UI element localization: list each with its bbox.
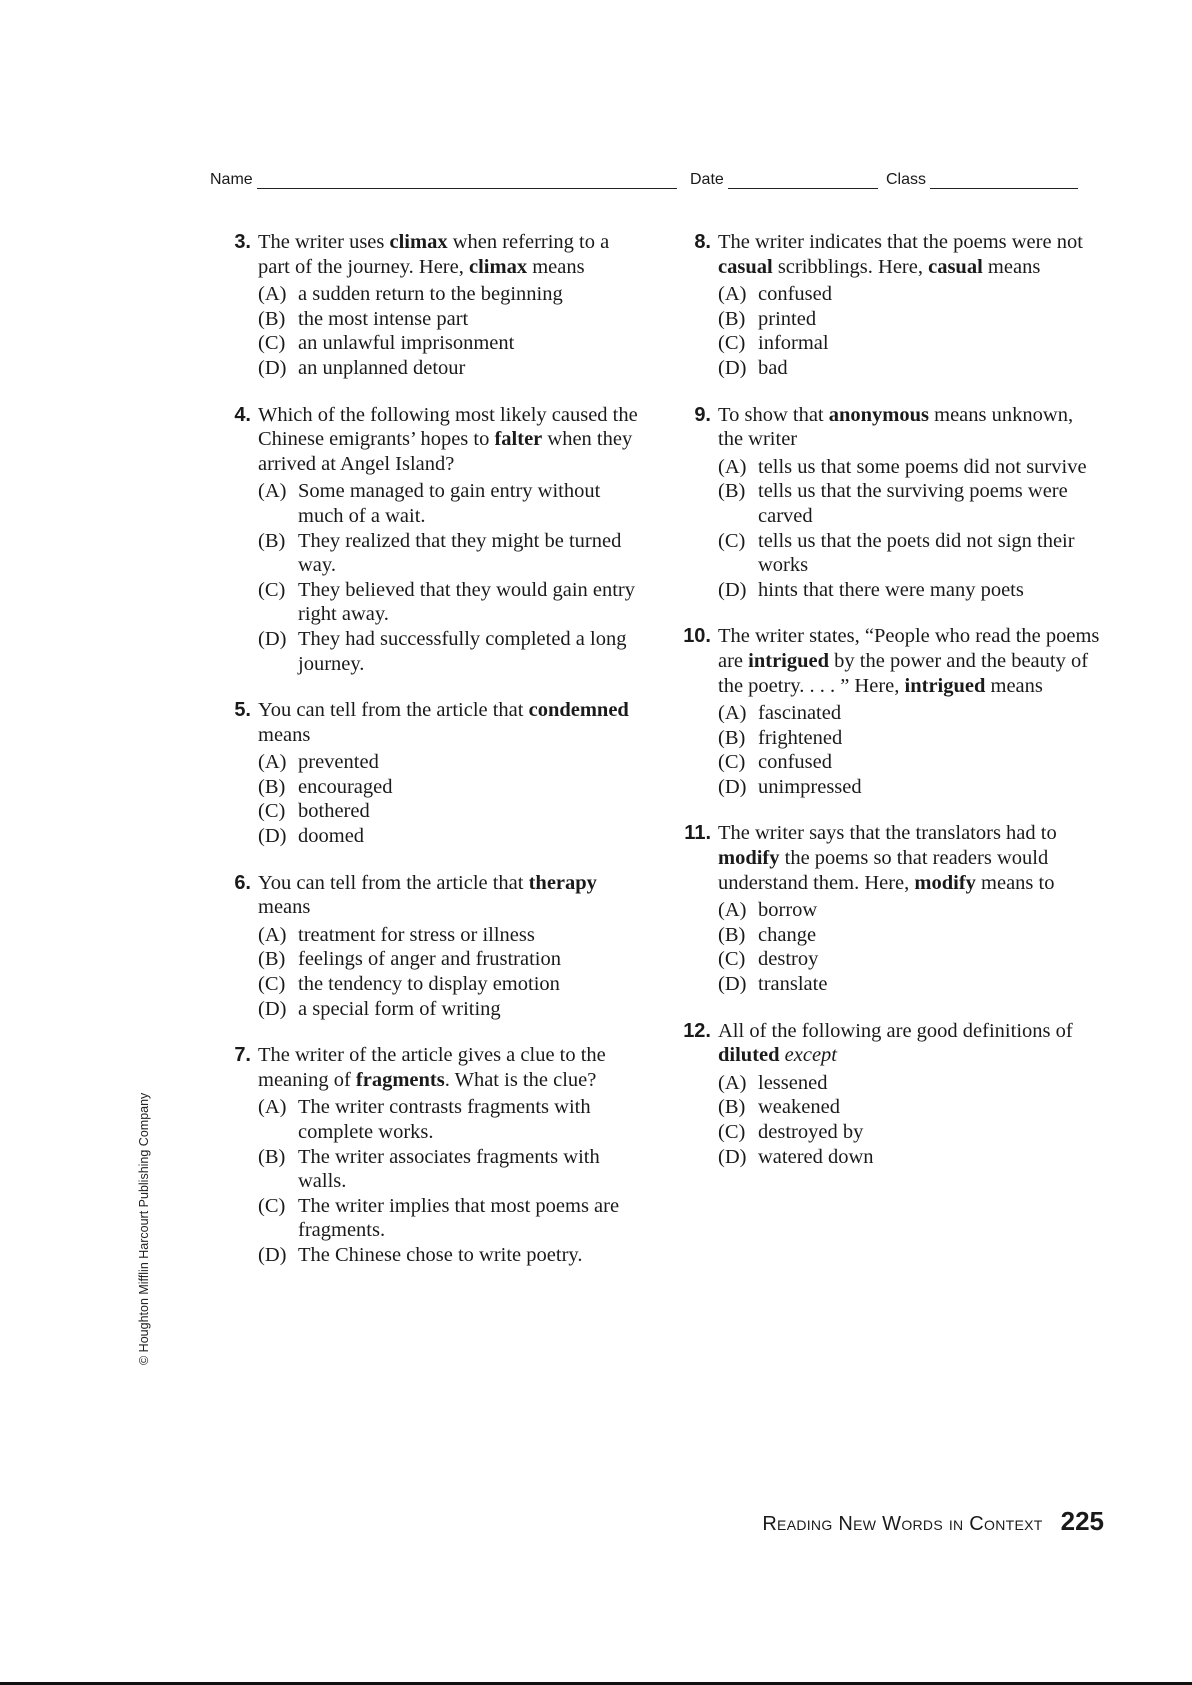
option-letter: (B) xyxy=(718,1096,746,1119)
stem-text: You can tell from the article that xyxy=(258,699,529,722)
option-text: printed xyxy=(758,307,817,330)
stem-text: by the power and the beauty of the poetry. . . . ” Here, xyxy=(718,649,1089,697)
question-number: 7. xyxy=(234,1044,251,1067)
option-letter: (C) xyxy=(258,332,286,355)
answer-option xyxy=(258,923,642,948)
option-letter: (A) xyxy=(718,455,747,478)
option-text: a special form of writing xyxy=(298,997,501,1020)
option-text: tells us that the poets did not sign their works xyxy=(758,529,1075,577)
name-field xyxy=(210,170,677,189)
vocabulary-word: modify xyxy=(914,871,976,894)
option-text: lessened xyxy=(758,1071,828,1094)
option-letter: (D) xyxy=(718,775,747,798)
stem-text: The writer of the article gives a clue to the meaning of xyxy=(258,1044,606,1091)
option-letter: (D) xyxy=(258,997,287,1020)
answer-option xyxy=(718,479,1102,528)
option-text: hints that there were many poets xyxy=(758,578,1024,601)
option-text: destroyed by xyxy=(758,1121,864,1143)
question-number: 5. xyxy=(234,699,251,722)
option-letter: (B) xyxy=(258,1145,286,1168)
stem-text: Which of the following most likely caused the Chinese emigrants’ hopes to xyxy=(258,403,638,451)
option-letter: (B) xyxy=(718,307,746,330)
option-letter: (D) xyxy=(718,1145,747,1168)
question-stem xyxy=(718,403,1102,452)
stem-text: . What is the clue? xyxy=(444,1068,597,1091)
option-text: They realized that they might be turned way. xyxy=(298,529,622,577)
option-text: the most intense part xyxy=(298,307,469,330)
question-number: 12. xyxy=(683,1019,711,1042)
answer-option xyxy=(718,282,1102,307)
question xyxy=(682,230,1102,381)
question-stem xyxy=(258,230,642,279)
option-letter: (A) xyxy=(718,899,747,922)
stem-text: means xyxy=(258,896,311,919)
answer-option xyxy=(718,331,1102,356)
option-text: watered down xyxy=(758,1145,874,1168)
option-text: The writer contrasts fragments with complete works. xyxy=(298,1096,591,1143)
stem-text: means xyxy=(985,674,1043,697)
option-text: Some managed to gain entry without much of a wait. xyxy=(298,480,601,527)
option-text: prevented xyxy=(298,751,379,774)
question-stem xyxy=(258,698,642,747)
stem-text: when referring to a part of the journey. Here, xyxy=(258,231,610,278)
stem-text: The writer uses xyxy=(258,231,390,253)
answer-option xyxy=(258,1243,642,1268)
stem-text: means xyxy=(527,255,585,278)
option-letter: (A) xyxy=(718,283,747,306)
vocabulary-word: intrigued xyxy=(904,674,986,697)
answer-option xyxy=(258,775,642,800)
question xyxy=(222,698,642,849)
option-text: fascinated xyxy=(758,702,842,725)
option-letter: (B) xyxy=(258,529,286,552)
option-letter: (A) xyxy=(258,751,287,774)
option-letter: (A) xyxy=(258,480,287,503)
option-letter: (C) xyxy=(258,800,286,823)
stem-text: The writer indicates that the poems were not xyxy=(718,231,1083,253)
stem-text: means xyxy=(982,255,1041,278)
left-question-column xyxy=(222,230,642,1290)
option-letter: (C) xyxy=(718,751,746,774)
answer-option xyxy=(258,824,642,849)
option-text: bad xyxy=(758,356,788,379)
stem-text: All of the following are good definitions of xyxy=(718,1019,1073,1042)
question xyxy=(682,403,1102,603)
option-letter: (D) xyxy=(258,1243,287,1266)
option-letter: (D) xyxy=(718,356,747,379)
option-letter: (C) xyxy=(258,578,286,601)
vocabulary-word: intrigued xyxy=(748,649,830,672)
stem-text: the poems so that readers would understand them. Here, xyxy=(718,847,1049,894)
class-blank-line xyxy=(930,170,1078,189)
question-number: 4. xyxy=(234,403,251,426)
option-letter: (D) xyxy=(718,578,747,601)
class-field xyxy=(886,170,1078,189)
stem-text: means xyxy=(258,723,311,746)
option-text: treatment for stress or illness xyxy=(298,923,535,946)
option-letter: (C) xyxy=(258,973,286,996)
class-label: Class xyxy=(886,171,927,188)
question-number: 8. xyxy=(694,231,711,253)
vocabulary-word: therapy xyxy=(528,871,597,894)
answer-option xyxy=(258,529,642,578)
answer-option xyxy=(258,331,642,356)
question-stem xyxy=(258,871,642,920)
answer-option xyxy=(258,972,642,997)
option-letter: (A) xyxy=(718,1071,747,1094)
answer-option xyxy=(258,578,642,627)
question xyxy=(682,624,1102,799)
date-field xyxy=(690,170,878,189)
answer-option xyxy=(258,356,642,381)
option-text: frightened xyxy=(758,726,843,749)
option-text: change xyxy=(758,923,817,946)
option-letter: (A) xyxy=(258,923,287,946)
question xyxy=(222,230,642,381)
question xyxy=(222,403,642,677)
option-text: destroy xyxy=(758,948,819,971)
option-letter: (C) xyxy=(718,332,746,355)
question-stem xyxy=(718,1019,1102,1068)
vocabulary-word: climax xyxy=(389,231,448,253)
option-text: an unlawful imprisonment xyxy=(298,332,515,355)
name-blank-line xyxy=(257,170,677,189)
option-text: unimpressed xyxy=(758,775,862,798)
option-letter: (B) xyxy=(718,726,746,749)
question xyxy=(682,821,1102,996)
option-letter: (B) xyxy=(258,307,286,330)
page-number: 225 xyxy=(1060,1506,1104,1536)
option-letter: (B) xyxy=(718,480,746,503)
stem-text: scribblings. Here, xyxy=(772,255,929,278)
option-text: borrow xyxy=(758,899,818,922)
question xyxy=(222,1043,642,1267)
option-text: the tendency to display emotion xyxy=(298,973,560,996)
option-letter: (D) xyxy=(718,973,747,996)
option-text: encouraged xyxy=(298,775,393,798)
answer-option xyxy=(258,1095,642,1144)
answer-option xyxy=(718,750,1102,775)
vocabulary-word: anonymous xyxy=(828,403,930,426)
stem-text: The writer says that the translators had to xyxy=(718,822,1057,845)
option-text: The writer associates fragments with walls. xyxy=(298,1145,600,1193)
vocabulary-word: condemned xyxy=(528,699,629,722)
vocabulary-word: climax xyxy=(469,255,528,278)
stem-text: when they arrived at Angel Island? xyxy=(258,428,633,475)
option-letter: (D) xyxy=(258,825,287,848)
answer-option xyxy=(718,701,1102,726)
answer-option xyxy=(718,775,1102,800)
answer-option xyxy=(258,750,642,775)
answer-option xyxy=(718,578,1102,603)
option-text: confused xyxy=(758,751,833,774)
student-info-header xyxy=(210,170,1085,196)
stem-text: To show that xyxy=(718,403,829,426)
answer-option xyxy=(258,1145,642,1194)
option-letter: (D) xyxy=(258,356,287,379)
answer-option xyxy=(718,1071,1102,1096)
option-letter: (B) xyxy=(718,923,746,946)
question-number: 9. xyxy=(694,403,711,426)
vocabulary-word: diluted xyxy=(718,1044,780,1067)
emphasized-text: except xyxy=(784,1044,837,1067)
option-letter: (C) xyxy=(718,1121,746,1143)
question-stem xyxy=(718,821,1102,895)
question-number: 3. xyxy=(234,231,251,253)
option-letter: (C) xyxy=(718,529,746,552)
option-text: The writer implies that most poems are fragments. xyxy=(298,1194,620,1242)
answer-option xyxy=(258,307,642,332)
answer-option xyxy=(718,947,1102,972)
answer-option xyxy=(258,479,642,528)
answer-option xyxy=(718,1095,1102,1120)
answer-option xyxy=(258,282,642,307)
name-label: Name xyxy=(210,171,253,188)
answer-option xyxy=(718,726,1102,751)
answer-option xyxy=(718,1120,1102,1145)
page-footer xyxy=(762,1506,1104,1537)
answer-option xyxy=(718,898,1102,923)
answer-option xyxy=(718,529,1102,578)
option-text: informal xyxy=(758,332,829,355)
question-stem xyxy=(718,624,1102,698)
vocabulary-word: falter xyxy=(494,428,543,451)
option-text: translate xyxy=(758,973,828,996)
question xyxy=(682,1019,1102,1170)
answer-option xyxy=(718,455,1102,480)
copyright-notice: © Houghton Mifflin Harcourt Publishing Company xyxy=(137,1092,151,1365)
stem-text: You can tell from the article that xyxy=(258,871,529,894)
question xyxy=(222,871,642,1022)
answer-option xyxy=(258,627,642,676)
option-letter: (B) xyxy=(258,948,286,971)
option-letter: (D) xyxy=(258,627,287,650)
option-text: weakened xyxy=(758,1096,840,1119)
option-text: tells us that some poems did not survive xyxy=(758,455,1087,478)
option-text: bothered xyxy=(298,800,370,823)
option-text: an unplanned detour xyxy=(298,356,466,379)
option-letter: (A) xyxy=(258,1096,287,1119)
right-question-column xyxy=(682,230,1102,1191)
stem-text: The writer states, “People who read the poems are xyxy=(718,625,1100,672)
option-text: doomed xyxy=(298,825,365,848)
question-number: 10. xyxy=(683,625,711,648)
question-stem xyxy=(258,1043,642,1092)
option-text: They believed that they would gain entry right away. xyxy=(298,578,636,626)
vocabulary-word: modify xyxy=(718,847,780,870)
answer-option xyxy=(718,1145,1102,1170)
question-number: 11. xyxy=(684,822,711,845)
option-text: They had successfully completed a long journey. xyxy=(298,627,627,675)
answer-option xyxy=(718,307,1102,332)
answer-option xyxy=(258,947,642,972)
vocabulary-word: fragments xyxy=(355,1068,445,1091)
question-stem xyxy=(258,403,642,477)
answer-option xyxy=(258,1194,642,1243)
option-letter: (C) xyxy=(258,1194,286,1217)
option-letter: (A) xyxy=(718,702,747,725)
answer-option xyxy=(258,997,642,1022)
option-letter: (B) xyxy=(258,775,286,798)
running-title: Reading New Words in Context xyxy=(762,1513,1043,1535)
answer-option xyxy=(718,356,1102,381)
date-label: Date xyxy=(690,171,724,188)
stem-text: means unknown, the writer xyxy=(718,403,1074,451)
stem-text: means to xyxy=(975,871,1055,894)
option-text: tells us that the surviving poems were carved xyxy=(758,480,1068,527)
option-text: feelings of anger and frustration xyxy=(298,948,561,971)
option-text: The Chinese chose to write poetry. xyxy=(298,1243,583,1266)
option-letter: (C) xyxy=(718,948,746,971)
vocabulary-word: casual xyxy=(718,255,773,278)
option-letter: (A) xyxy=(258,283,287,306)
answer-option xyxy=(718,923,1102,948)
question-stem xyxy=(718,230,1102,279)
option-text: confused xyxy=(758,283,833,306)
question-number: 6. xyxy=(234,871,251,894)
vocabulary-word: casual xyxy=(928,255,983,278)
answer-option xyxy=(718,972,1102,997)
option-text: a sudden return to the beginning xyxy=(298,283,563,306)
date-blank-line xyxy=(728,170,878,189)
answer-option xyxy=(258,799,642,824)
